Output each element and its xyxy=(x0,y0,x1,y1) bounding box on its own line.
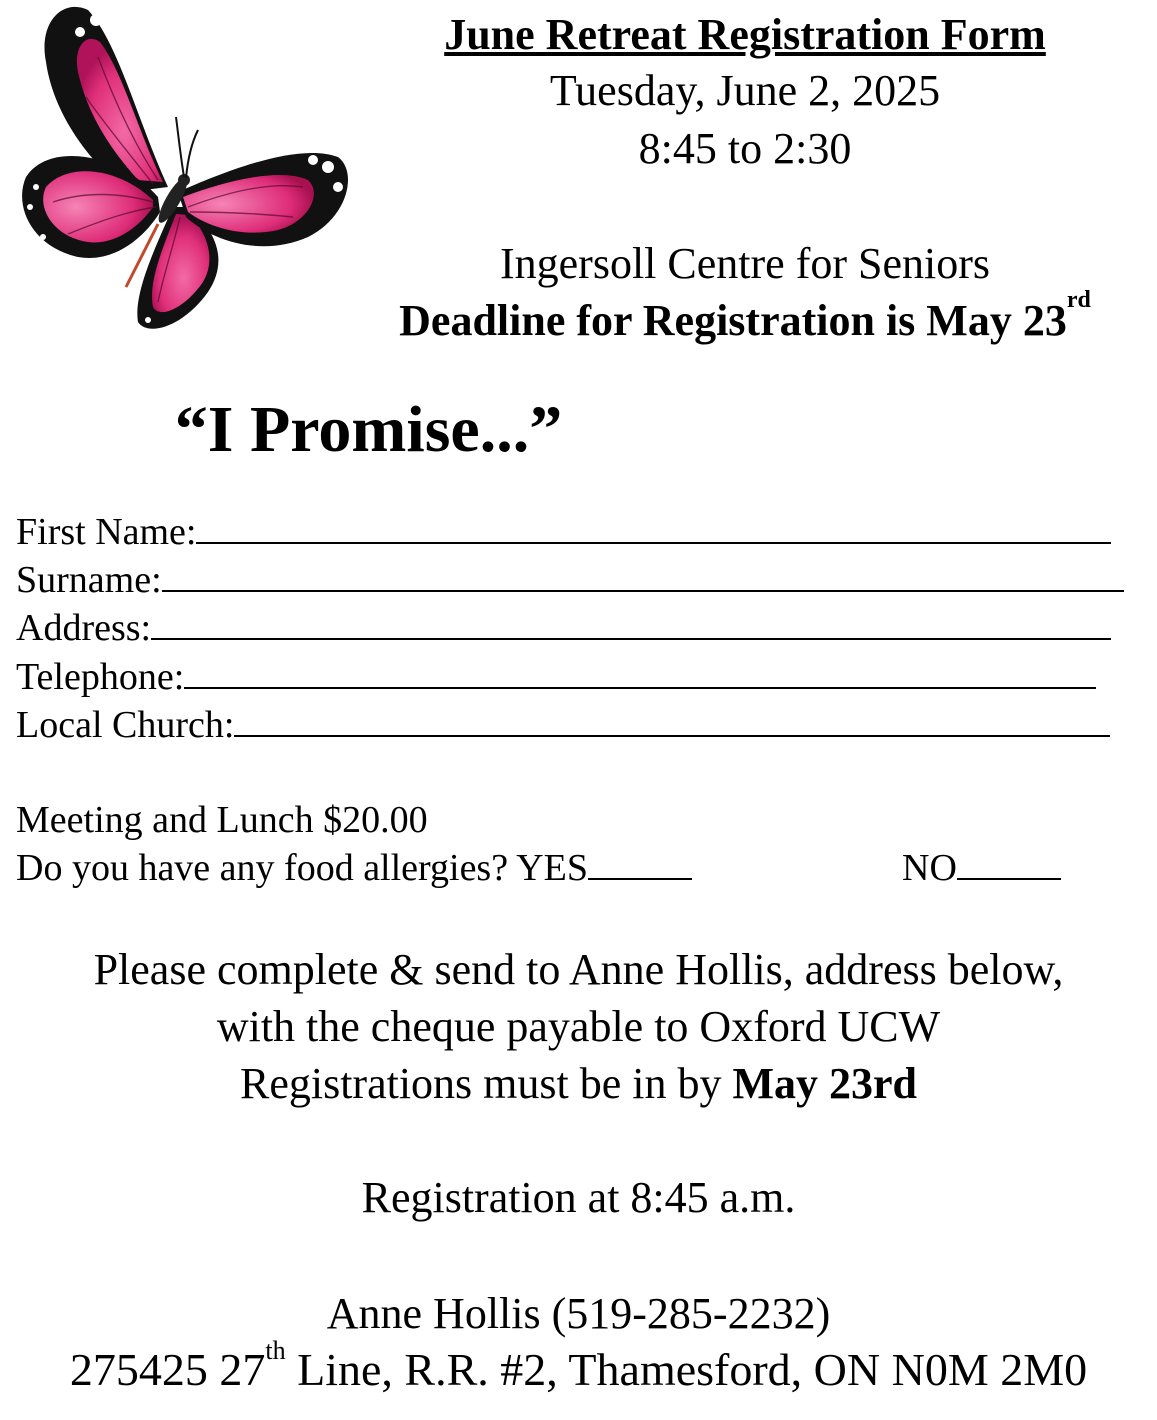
first-name-field[interactable]: First Name: xyxy=(16,508,1136,556)
instruction-line-2: with the cheque payable to Oxford UCW xyxy=(216,1002,941,1051)
form-title: June Retreat Registration Form xyxy=(444,10,1046,59)
event-date: Tuesday, June 2, 2025 xyxy=(549,66,941,115)
retreat-theme: “I Promise...” xyxy=(174,393,563,466)
instruction-line-1: Please complete & send to Anne Hollis, address below, xyxy=(93,945,1064,994)
address-field[interactable]: Address: xyxy=(16,604,1136,652)
registration-deadline: Deadline for Registration is May 23rd xyxy=(399,287,1091,345)
butterfly-icon xyxy=(8,2,353,337)
allergy-yes-blank[interactable] xyxy=(588,848,692,880)
registration-time: Registration at 8:45 a.m. xyxy=(361,1173,796,1222)
meeting-cost: Meeting and Lunch $20.00 xyxy=(16,799,428,841)
event-time: 8:45 to 2:30 xyxy=(638,124,852,173)
contact-name-phone: Anne Hollis (519-285-2232) xyxy=(326,1289,831,1338)
allergy-no-blank[interactable] xyxy=(957,848,1061,880)
instruction-line-3: Registrations must be in by May 23rd xyxy=(239,1059,918,1108)
venue-name: Ingersoll Centre for Seniors xyxy=(500,239,990,288)
surname-field[interactable]: Surname: xyxy=(16,556,1136,604)
local-church-field[interactable]: Local Church: xyxy=(16,701,1136,749)
allergy-question: Do you have any food allergies? YES NO xyxy=(16,844,1136,892)
mailing-address: 275425 27th Line, R.R. #2, Thamesford, ON N0M 2M0 xyxy=(69,1336,1088,1395)
allergy-no-option: NO xyxy=(902,844,1061,892)
telephone-field[interactable]: Telephone: xyxy=(16,653,1136,701)
